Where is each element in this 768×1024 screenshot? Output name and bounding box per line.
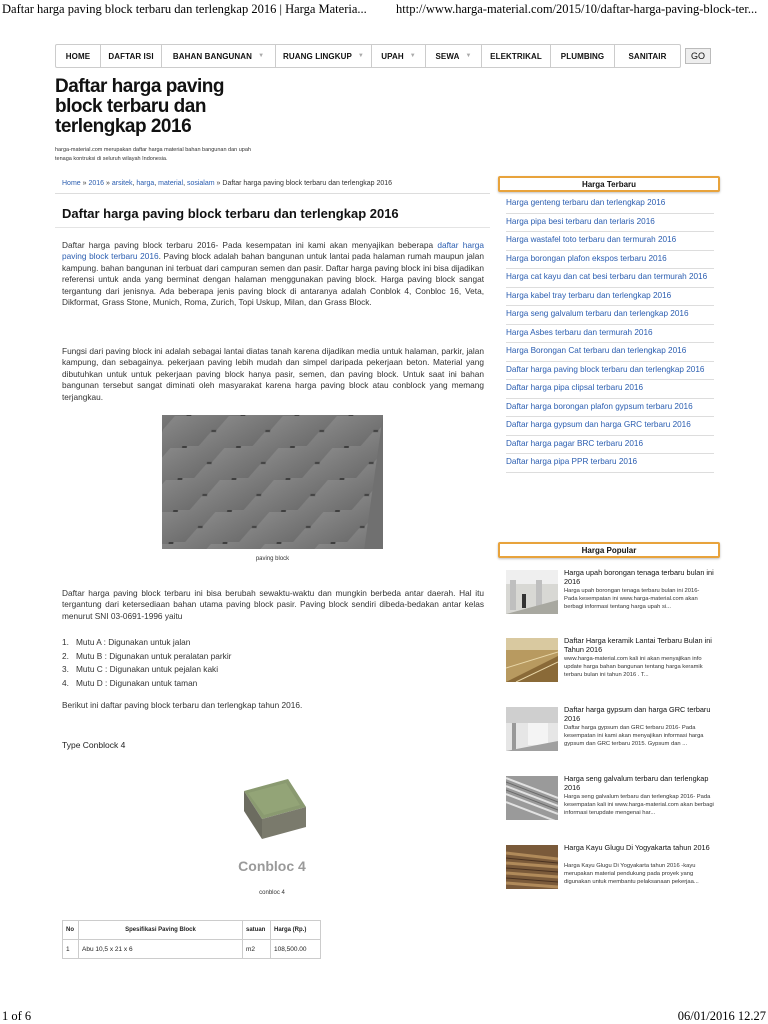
sidebar-link[interactable]: Daftar harga gypsum dan harga GRC terbaru 2016 <box>506 417 714 436</box>
sidebar-link[interactable]: Daftar harga pipa PPR terbaru 2016 <box>506 454 714 473</box>
sidebar-link[interactable]: Daftar harga pipa clipsal terbaru 2016 <box>506 380 714 399</box>
image-caption: conbloc 4 <box>259 890 285 896</box>
sidebar-link[interactable]: Harga kabel tray terbaru dan terlengkap 2016 <box>506 288 714 307</box>
breadcrumb-home[interactable]: Home <box>62 180 81 187</box>
sidebar-link[interactable]: Harga Asbes terbaru dan termurah 2016 <box>506 325 714 344</box>
nav-item-bahan-bangunan[interactable]: BAHAN BANGUNAN ▼ <box>162 45 276 67</box>
paving-block-image <box>162 415 383 549</box>
sidebar-link[interactable]: Harga seng galvalum terbaru dan terlengkap 2016 <box>506 306 714 325</box>
popular-summary: Harga upah borongan tenaga terbaru bulan ini 2016- Pada kesempatan ini www.harga-material.com akan berbagi informasi tentang harga upah si... <box>564 588 700 610</box>
chevron-down-icon: ▼ <box>258 53 265 59</box>
chevron-down-icon: ▼ <box>465 53 472 59</box>
nav-item-upah[interactable]: UPAH ▼ <box>372 45 426 67</box>
sidebar-link[interactable]: Daftar harga paving block terbaru dan terlengkap 2016 <box>506 362 714 381</box>
popular-summary: Daftar harga gypsum dan GRC terbaru 2016- Pada kesempatan ini kami akan menyajikan informasi harga gypsum dan GRC terbaru 2015. Gypsum dan ... <box>564 725 704 747</box>
popular-thumbnail <box>506 845 558 889</box>
type-label: Type Conblock 4 <box>62 740 126 750</box>
print-page-number: 1 of 6 <box>2 1009 32 1023</box>
print-header <box>0 0 768 22</box>
post-paragraph-4: Berikut ini daftar paving block terbaru dan terlengkap tahun 2016. <box>62 700 303 710</box>
popular-item[interactable] <box>506 843 718 905</box>
popular-thumbnail <box>506 707 558 751</box>
divider <box>55 193 490 194</box>
sidebar-link[interactable]: Harga cat kayu dan cat besi terbaru dan termurah 2016 <box>506 269 714 288</box>
nav-item-home[interactable]: HOME <box>56 45 101 67</box>
nav-item-sanitair[interactable]: SANITAIR <box>628 51 667 61</box>
post-paragraph-1: Daftar harga paving block terbaru 2016- Pada kesempatan ini kami akan menyajikan beberapa daftar harga paving block terbaru 2016. Paving block adalah bahan bangunan untuk lantai pada halaman rumah maupun jalan kampung. bahan bangunan ini terbuat dari campuran semen dan pasir. Daftar harga paving block ini bisa dijadikan referensi untuk anda yang berminat dengan halaman menggunakan paving block. Harga paving block sangat tergantung dari jenisnya. Ada beberapa jenis paving block di antaranya adalah Conblok 4, Conbloc 16, Veta, Dikformat, Grass Stone, Munich, Roma, Zurich, Topi Uskup, Milan, dan Grass Block. <box>62 240 484 308</box>
popular-thumbnail <box>506 570 558 614</box>
list-item: 3. Mutu C : Digunakan untuk pejalan kaki <box>62 664 219 675</box>
widget-title-popular: Harga Popular <box>498 542 720 558</box>
list-item: 2. Mutu B : Digunakan untuk peralatan parkir <box>62 650 232 661</box>
popular-title[interactable]: Harga seng galvalum terbaru dan terlengkap 2016 <box>564 774 709 792</box>
sidebar-link[interactable]: Harga wastafel toto terbaru dan termurah 2016 <box>506 232 714 251</box>
nav-item-elektrikal[interactable]: ELEKTRIKAL <box>482 45 551 67</box>
conbloc-image-label: Conbloc 4 <box>238 858 306 874</box>
table-header: No <box>63 921 79 940</box>
nav-item-sewa[interactable]: SEWA ▼ <box>426 45 482 67</box>
popular-summary: www.harga-material.com kali ini akan menyajikan info update harga bahan bangunan tentang harga keramik terbaru bulan ini tahun 2016 . T... <box>564 656 703 678</box>
post-paragraph-2: Fungsi dari paving block ini adalah sebagai lantai diatas tanah karena dijadikan media untuk halaman, parkir, jalan kampung, dan sebagainya. pekerjaan paving lebih mudah dan simpel daripada pekerjaan beton. Material yang dibutuhkan untuk untuk pekerjaan paving block hanya pasir, semen, dan paving block. Untuk saat ini bahan bangunan tersebut sangat diminati oleh masyarakat karena harga paving block atau conblock yang memang terjangkau. <box>62 346 484 402</box>
print-page-title: Daftar harga paving block terbaru dan terlengkap 2016 | Harga Materia... <box>2 2 367 16</box>
list-item: 1. Mutu A : Digunakan untuk jalan <box>62 637 191 647</box>
main-nav <box>55 44 681 68</box>
chevron-down-icon: ▼ <box>409 53 416 59</box>
sidebar-link[interactable]: Daftar harga pagar BRC terbaru 2016 <box>506 436 714 455</box>
post-inline-link[interactable]: daftar harga paving block terbaru 2016 <box>62 240 484 262</box>
table-header-row <box>63 921 321 940</box>
breadcrumb: Home » 2016 » arsitek, harga, material, sosialam » Daftar harga paving block terbaru dan terlengkap 2016 <box>62 180 393 187</box>
popular-item[interactable] <box>506 705 718 767</box>
popular-title[interactable]: Harga Kayu Glugu Di Yogyakarta tahun 2016 <box>564 843 710 852</box>
popular-title[interactable]: Harga upah borongan tenaga terbaru bulan ini 2016 <box>564 568 714 586</box>
breadcrumb-link[interactable]: arsitek <box>111 180 133 187</box>
image-caption: paving block <box>255 556 290 562</box>
breadcrumb-link[interactable]: harga <box>136 180 155 187</box>
breadcrumb-link[interactable]: material <box>158 180 184 187</box>
table-cell: m2 <box>243 940 271 959</box>
table-cell: 108,500.00 <box>271 940 321 959</box>
post-title: Daftar harga paving block terbaru dan terlengkap 2016 <box>62 206 399 221</box>
latest-prices-list <box>506 195 714 473</box>
divider <box>55 227 490 228</box>
sidebar-link[interactable]: Harga Borongan Cat terbaru dan terlengkap 2016 <box>506 343 714 362</box>
chevron-down-icon: ▼ <box>357 53 364 59</box>
table-cell: 1 <box>63 940 79 959</box>
sidebar-link[interactable]: Daftar harga borongan plafon gypsum terbaru 2016 <box>506 399 714 418</box>
list-item: 4. Mutu D : Digunakan untuk taman <box>62 677 198 688</box>
site-title[interactable]: Daftar harga paving block terbaru dan terlengkap 2016 <box>55 76 224 137</box>
table-cell: Abu 10,5 x 21 x 6 <box>79 940 243 959</box>
popular-title[interactable]: Daftar harga gypsum dan harga GRC terbaru 2016 <box>564 705 711 723</box>
sidebar-link[interactable]: Harga pipa besi terbaru dan terlaris 2016 <box>506 214 714 233</box>
site-description: harga-material.com merupakan daftar harga material bahan bangunan dan upah tenaga kontruksi di seluruh wilayah Indonesia. <box>55 147 251 162</box>
popular-summary: Harga seng galvalum terbaru dan terlengkap 2016- Pada kesempatan kali ini www.harga-material.com akan berbagi informasi terupdate mengenai har... <box>564 794 714 816</box>
popular-title[interactable]: Daftar Harga keramik Lantai Terbaru Bulan ini Tahun 2016 <box>564 636 712 654</box>
conbloc-4-image <box>214 755 330 883</box>
popular-thumbnail <box>506 638 558 682</box>
post-paragraph-3: Daftar harga paving block terbaru ini bisa berubah sewaktu-waktu dan mungkin berbeda antar daerah. Hal itu tergantung dari ketersediaan bahan utama paving block pasir. Paving block sendiri dibeda-bedakan antar kelas menurut SNI 03-0691-1996 yaitu <box>62 588 484 621</box>
nav-item-daftar-isi[interactable]: DAFTAR ISI <box>101 45 162 67</box>
quality-class-list <box>62 636 231 690</box>
table-row <box>63 940 321 959</box>
go-button[interactable]: GO <box>685 48 711 64</box>
print-datetime: 06/01/2016 12.27 <box>677 1009 766 1023</box>
table-header: satuan <box>243 921 271 940</box>
popular-item[interactable] <box>506 774 718 836</box>
breadcrumb-link[interactable]: sosialam <box>186 180 215 187</box>
nav-item-ruang-lingkup[interactable]: RUANG LINGKUP ▼ <box>276 45 372 67</box>
breadcrumb-link[interactable]: 2016 <box>88 180 105 187</box>
popular-item[interactable] <box>506 636 718 698</box>
popular-item[interactable] <box>506 568 718 630</box>
popular-summary: Harga Kayu Glugu Di Yogyakarta tahun 2016 -kayu merupakan material pendukung pada proyek yang digunakan untuk membantu pelaksanaan pekerjaa... <box>564 863 699 885</box>
print-page-url: http://www.harga-material.com/2015/10/daftar-harga-paving-block-ter... <box>396 2 758 16</box>
breadcrumb-current: Daftar harga paving block terbaru dan terlengkap 2016 <box>222 180 393 187</box>
sidebar-link[interactable]: Harga genteng terbaru dan terlengkap 2016 <box>506 195 714 214</box>
table-header: Harga (Rp.) <box>271 921 321 940</box>
table-header: Spesifikasi Paving Block <box>79 921 243 940</box>
widget-title-terbaru: Harga Terbaru <box>498 176 720 192</box>
nav-item-plumbing[interactable]: PLUMBING <box>551 45 615 67</box>
sidebar-link[interactable]: Harga borongan plafon ekspos terbaru 2016 <box>506 251 714 270</box>
popular-thumbnail <box>506 776 558 820</box>
price-table <box>62 920 321 959</box>
